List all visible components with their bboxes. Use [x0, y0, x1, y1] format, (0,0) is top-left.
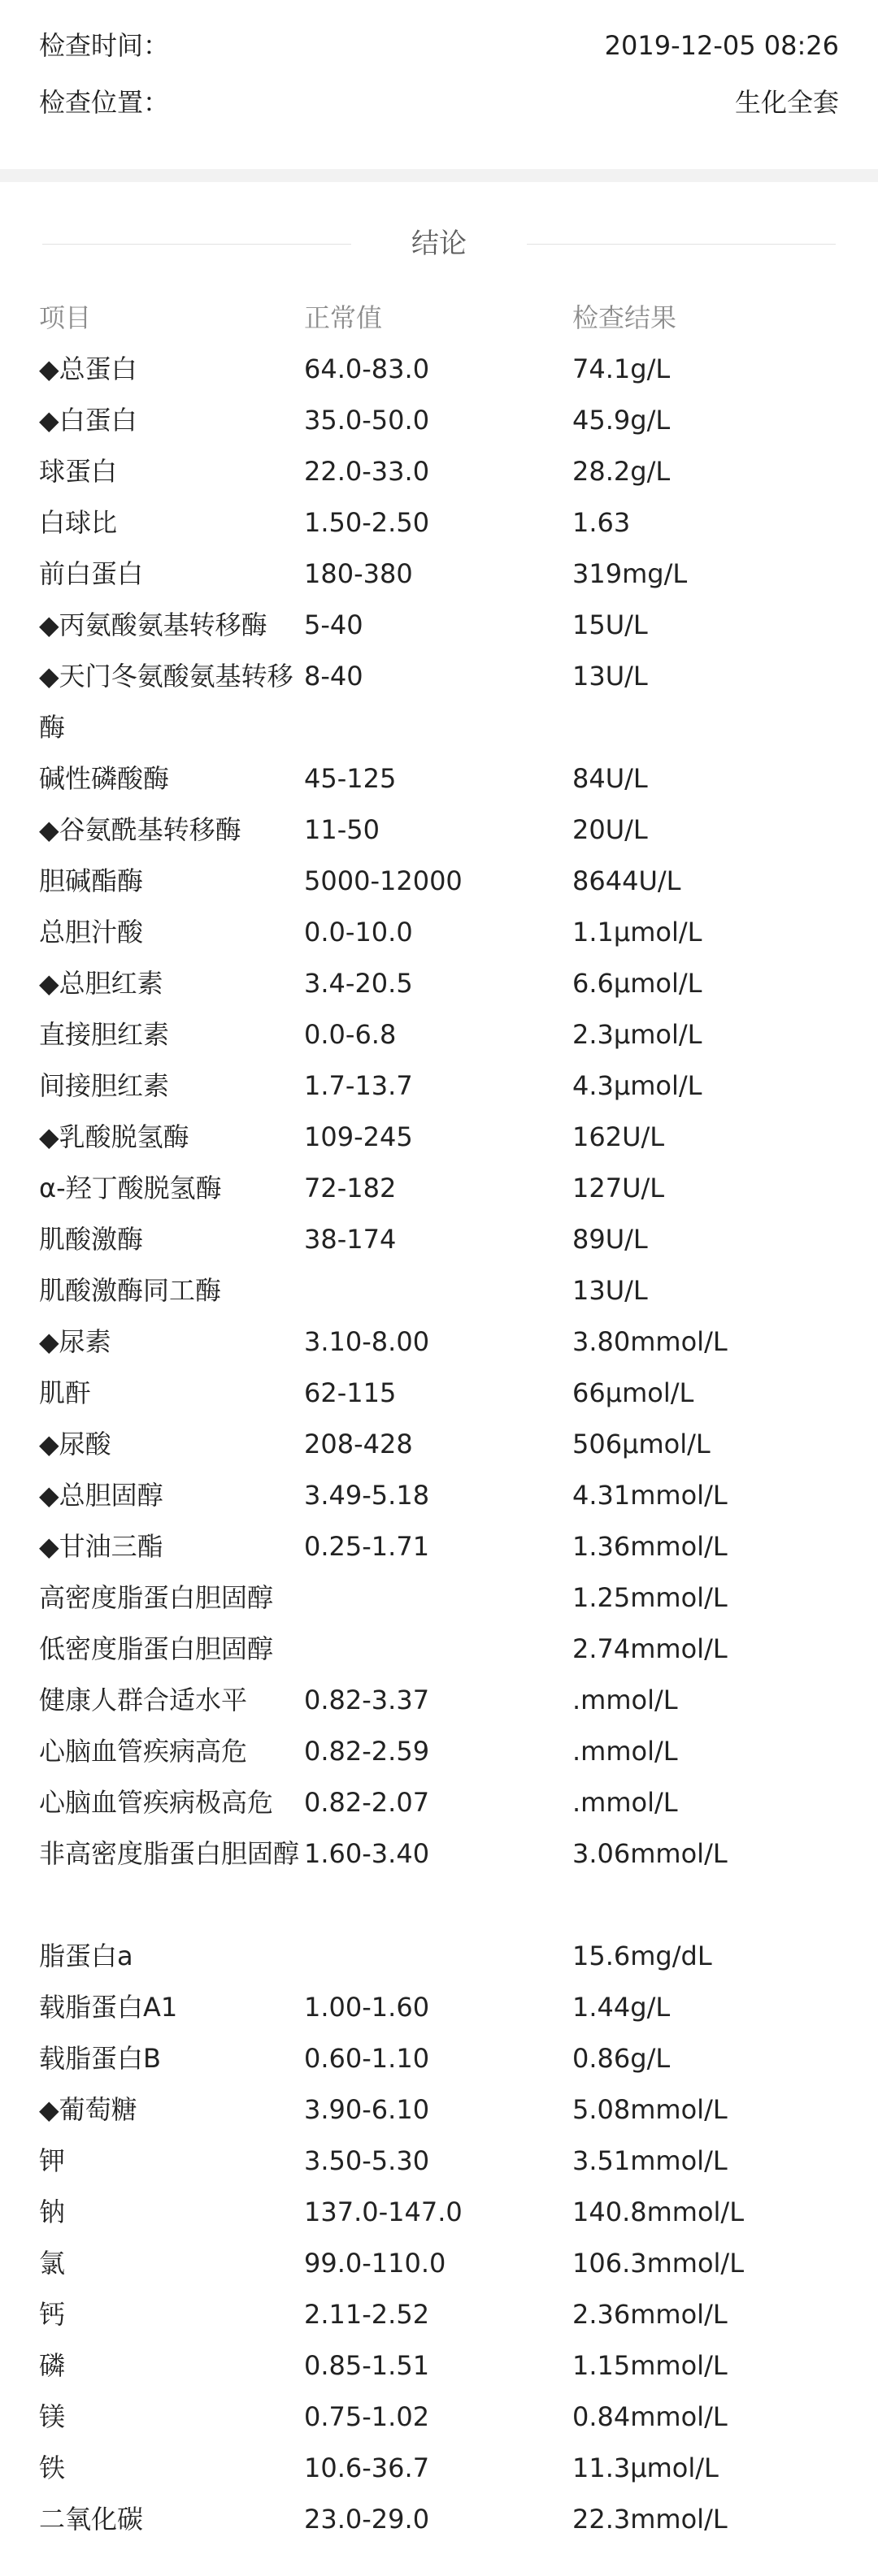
result-value: 13U/L — [572, 661, 648, 692]
result-value: 84U/L — [572, 763, 648, 794]
table-row — [0, 907, 878, 958]
result-value: 3.06mmol/L — [572, 1838, 728, 1869]
normal-range: 3.90-6.10 — [304, 2094, 430, 2125]
normal-range: 0.75-1.02 — [304, 2401, 430, 2432]
table-row — [0, 1828, 878, 1931]
table-row — [0, 1931, 878, 1982]
normal-range: 208-428 — [304, 1429, 413, 1459]
item-name: ◆总胆固醇 — [39, 1480, 163, 1511]
item-name: ◆尿素 — [39, 1326, 111, 1357]
column-header-item: 项目 — [39, 302, 92, 333]
normal-range: 3.50-5.30 — [304, 2145, 430, 2176]
item-name: 铁 — [39, 2452, 66, 2483]
normal-range: 64.0-83.0 — [304, 353, 430, 384]
normal-range: 23.0-29.0 — [304, 2504, 430, 2535]
normal-range: 0.85-1.51 — [304, 2350, 430, 2381]
table-row — [0, 1777, 878, 1828]
result-value: 15U/L — [572, 609, 648, 640]
table-row — [0, 1009, 878, 1060]
results-table — [0, 293, 878, 2545]
result-value: 11.3μmol/L — [572, 2452, 719, 2483]
column-header-result: 检查结果 — [572, 302, 677, 333]
table-row — [0, 1316, 878, 1368]
table-row — [0, 549, 878, 600]
item-name: ◆谷氨酰基转移酶 — [39, 814, 241, 845]
normal-range: 38-174 — [304, 1224, 397, 1255]
table-row — [0, 1265, 878, 1316]
item-name: ◆甘油三酯 — [39, 1531, 163, 1562]
result-value: .mmol/L — [572, 1685, 678, 1715]
result-value: 3.80mmol/L — [572, 1326, 728, 1357]
normal-range: 45-125 — [304, 763, 397, 794]
item-name: 间接胆红素 — [39, 1070, 170, 1101]
table-row — [0, 753, 878, 804]
normal-range: 62-115 — [304, 1377, 397, 1408]
item-name: 高密度脂蛋白胆固醇 — [39, 1582, 274, 1613]
item-name: 肌酸激酶同工酶 — [39, 1275, 222, 1306]
table-row — [0, 1982, 878, 2033]
result-value: 74.1g/L — [572, 353, 671, 384]
table-row — [0, 1624, 878, 1675]
normal-range: 72-182 — [304, 1173, 397, 1203]
table-header-row — [0, 293, 878, 344]
item-name: 钠 — [39, 2197, 66, 2227]
normal-range: 3.49-5.18 — [304, 1480, 430, 1511]
item-name: 氯 — [39, 2248, 66, 2279]
table-row — [0, 344, 878, 395]
normal-range: 0.25-1.71 — [304, 1531, 430, 1562]
table-row — [0, 2443, 878, 2494]
item-name: ◆丙氨酸氨基转移酶 — [39, 609, 267, 640]
table-row — [0, 1470, 878, 1521]
section-divider — [0, 169, 878, 182]
table-row — [0, 2033, 878, 2084]
result-value: 162U/L — [572, 1121, 665, 1152]
result-value: 13U/L — [572, 1275, 648, 1306]
conclusion-title: 结论 — [411, 228, 467, 260]
normal-range: 1.50-2.50 — [304, 507, 430, 538]
conclusion-line-right — [527, 244, 836, 245]
table-row — [0, 2136, 878, 2187]
item-name: 脂蛋白a — [39, 1941, 133, 1971]
item-name: 直接胆红素 — [39, 1019, 170, 1050]
item-name: α-羟丁酸脱氢酶 — [39, 1173, 222, 1203]
result-value: 5.08mmol/L — [572, 2094, 728, 2125]
result-value: 45.9g/L — [572, 405, 671, 436]
table-row — [0, 1675, 878, 1726]
table-row — [0, 1368, 878, 1419]
item-name: ◆葡萄糖 — [39, 2094, 137, 2125]
normal-range: 0.82-2.07 — [304, 1787, 430, 1818]
result-value: 1.25mmol/L — [572, 1582, 728, 1613]
table-row — [0, 446, 878, 497]
item-name: 碱性磷酸酶 — [39, 763, 170, 794]
table-row — [0, 1419, 878, 1470]
check-position-value: 生化全套 — [734, 87, 839, 118]
normal-range: 11-50 — [304, 814, 380, 845]
item-name: 低密度脂蛋白胆固醇 — [39, 1633, 274, 1664]
result-value: 28.2g/L — [572, 456, 671, 487]
result-value: 1.15mmol/L — [572, 2350, 728, 2381]
table-row — [0, 856, 878, 907]
item-name: 球蛋白 — [39, 456, 118, 487]
normal-range: 3.10-8.00 — [304, 1326, 430, 1357]
normal-range: 0.60-1.10 — [304, 2043, 430, 2074]
result-value: 1.44g/L — [572, 1992, 671, 2023]
table-row — [0, 2238, 878, 2289]
result-value: .mmol/L — [572, 1787, 678, 1818]
normal-range: 5000-12000 — [304, 865, 463, 896]
table-row — [0, 395, 878, 446]
check-position-row — [39, 82, 839, 123]
result-value: 2.36mmol/L — [572, 2299, 728, 2330]
normal-range: 3.4-20.5 — [304, 968, 413, 999]
result-value: 89U/L — [572, 1224, 648, 1255]
result-value: 3.51mmol/L — [572, 2145, 728, 2176]
result-value: 1.63 — [572, 507, 631, 538]
normal-range: 137.0-147.0 — [304, 2197, 463, 2227]
result-value: 140.8mmol/L — [572, 2197, 745, 2227]
check-time-value: 2019-12-05 08:26 — [604, 30, 839, 61]
normal-range: 2.11-2.52 — [304, 2299, 430, 2330]
result-value: 127U/L — [572, 1173, 665, 1203]
normal-range: 109-245 — [304, 1121, 413, 1152]
result-value: 1.1μmol/L — [572, 917, 702, 948]
item-name: 非高密度脂蛋白胆固醇 — [39, 1838, 300, 1869]
result-value: 66μmol/L — [572, 1377, 694, 1408]
result-value: .mmol/L — [572, 1736, 678, 1767]
table-row — [0, 2392, 878, 2443]
table-row — [0, 2084, 878, 2136]
table-row — [0, 2187, 878, 2238]
table-row — [0, 1726, 878, 1777]
result-value: 506μmol/L — [572, 1429, 711, 1459]
result-value: 20U/L — [572, 814, 648, 845]
item-name: 钙 — [39, 2299, 66, 2330]
item-name: 肌酐 — [39, 1377, 92, 1408]
normal-range: 0.0-10.0 — [304, 917, 413, 948]
normal-range: 8-40 — [304, 661, 363, 692]
result-value: 22.3mmol/L — [572, 2504, 728, 2535]
item-name: ◆白蛋白 — [39, 405, 137, 436]
table-row — [0, 1521, 878, 1572]
item-name: 钾 — [39, 2145, 66, 2176]
table-row — [0, 1163, 878, 1214]
table-row — [0, 1060, 878, 1112]
item-name: 健康人群合适水平 — [39, 1685, 248, 1715]
table-row — [0, 2494, 878, 2545]
item-name: 胆碱酯酶 — [39, 865, 144, 896]
item-name: 载脂蛋白B — [39, 2043, 161, 2074]
normal-range: 0.82-3.37 — [304, 1685, 430, 1715]
normal-range: 5-40 — [304, 609, 363, 640]
report-header — [0, 0, 878, 169]
table-row — [0, 651, 878, 753]
result-value: 2.74mmol/L — [572, 1633, 728, 1664]
result-value: 106.3mmol/L — [572, 2248, 745, 2279]
result-value: 0.86g/L — [572, 2043, 671, 2074]
result-value: 6.6μmol/L — [572, 968, 702, 999]
table-row — [0, 497, 878, 549]
table-row — [0, 958, 878, 1009]
normal-range: 10.6-36.7 — [304, 2452, 430, 2483]
column-header-normal-range: 正常值 — [304, 302, 383, 333]
check-time-label: 检查时间： — [39, 30, 170, 61]
item-name: 前白蛋白 — [39, 558, 144, 589]
conclusion-header — [0, 221, 878, 267]
normal-range: 180-380 — [304, 558, 413, 589]
normal-range: 1.60-3.40 — [304, 1838, 430, 1869]
table-row — [0, 2289, 878, 2340]
item-name: 心脑血管疾病高危 — [39, 1736, 248, 1767]
item-name: 总胆汁酸 — [39, 917, 144, 948]
normal-range: 99.0-110.0 — [304, 2248, 446, 2279]
item-name: ◆乳酸脱氢酶 — [39, 1121, 189, 1152]
item-name: 心脑血管疾病极高危 — [39, 1787, 274, 1818]
table-row — [0, 1572, 878, 1624]
normal-range: 1.00-1.60 — [304, 1992, 430, 2023]
normal-range: 1.7-13.7 — [304, 1070, 413, 1101]
table-row — [0, 1112, 878, 1163]
result-value: 0.84mmol/L — [572, 2401, 728, 2432]
result-value: 4.31mmol/L — [572, 1480, 728, 1511]
item-name: 磷 — [39, 2350, 66, 2381]
check-time-row — [39, 25, 839, 66]
result-value: 319mg/L — [572, 558, 688, 589]
table-row — [0, 600, 878, 651]
normal-range: 0.0-6.8 — [304, 1019, 397, 1050]
table-body — [0, 344, 878, 2545]
item-name: 载脂蛋白A1 — [39, 1992, 178, 2023]
item-name: ◆总胆红素 — [39, 968, 163, 999]
normal-range: 0.82-2.59 — [304, 1736, 430, 1767]
item-name: 镁 — [39, 2401, 66, 2432]
result-value: 2.3μmol/L — [572, 1019, 702, 1050]
item-name: ◆天门冬氨酸氨基转移酶 — [39, 661, 293, 743]
table-row — [0, 1214, 878, 1265]
item-name: 白球比 — [39, 507, 118, 538]
normal-range: 22.0-33.0 — [304, 456, 430, 487]
table-row — [0, 804, 878, 856]
item-name: 肌酸激酶 — [39, 1224, 144, 1255]
item-name: 二氧化碳 — [39, 2504, 144, 2535]
normal-range: 35.0-50.0 — [304, 405, 430, 436]
result-value: 15.6mg/dL — [572, 1941, 712, 1971]
check-position-label: 检查位置： — [39, 87, 170, 118]
item-name: ◆总蛋白 — [39, 353, 137, 384]
result-value: 1.36mmol/L — [572, 1531, 728, 1562]
result-value: 8644U/L — [572, 865, 681, 896]
result-value: 4.3μmol/L — [572, 1070, 702, 1101]
item-name: ◆尿酸 — [39, 1429, 111, 1459]
table-row — [0, 2340, 878, 2392]
